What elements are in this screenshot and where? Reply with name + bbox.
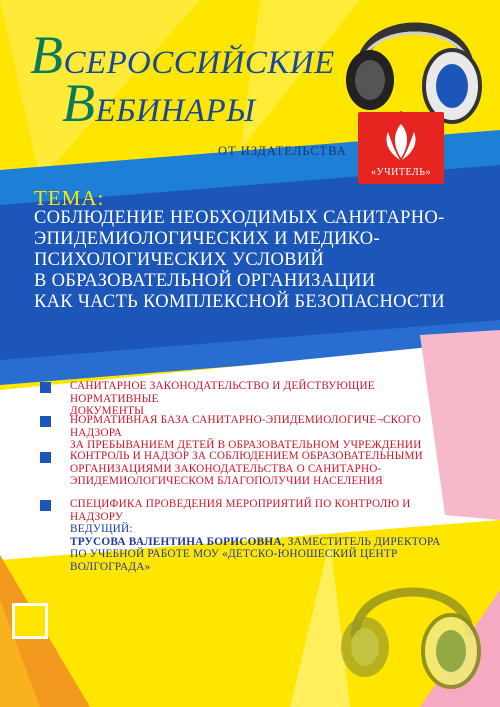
header-initial-2: В	[62, 73, 96, 133]
host-position: ЗАМЕСТИТЕЛЬ ДИРЕКТОРА	[284, 535, 441, 548]
header-word-1: СЕРОССИЙСКИЕ	[63, 45, 335, 81]
logo-text: «УЧИТЕЛЬ»	[371, 167, 431, 178]
theme-line: ЭПИДЕМИОЛОГИЧЕСКИХ И МЕДИКО-	[34, 229, 380, 249]
logo-emblem-icon	[358, 114, 444, 169]
theme-label: ТЕМА:	[34, 186, 105, 210]
theme-text	[34, 208, 474, 313]
theme-line: ПСИХОЛОГИЧЕСКИХ УСЛОВИЙ	[34, 250, 325, 270]
host-label: ВЕДУЩИЙ:	[70, 523, 133, 535]
host-name: ТРУСОВА ВАЛЕНТИНА БОРИСОВНА,	[70, 535, 285, 548]
publisher-label: ОТ ИЗДАТЕЛЬСТВА	[218, 144, 347, 158]
bullet-square-icon	[40, 416, 51, 427]
host-line-1	[70, 536, 460, 549]
theme-line: СОБЛЮДЕНИЕ НЕОБХОДИМЫХ САНИТАРНО-	[34, 208, 445, 228]
bullet-square-icon	[40, 382, 51, 393]
headset-icon	[335, 565, 490, 695]
theme-line: В ОБРАЗОВАТЕЛЬНОЙ ОРГАНИЗАЦИИ	[34, 271, 376, 291]
theme-line: КАК ЧАСТЬ КОМПЛЕКСНОЙ БЕЗОПАСНОСТИ	[34, 292, 445, 312]
host-line-3: ВОЛГОГРАДА»	[70, 560, 151, 573]
header-word-2: ЕБИНАРЫ	[95, 93, 256, 129]
publisher-logo	[358, 112, 444, 184]
topic-line: САНИТАРНОЕ ЗАКОНОДАТЕЛЬСТВО И ДЕЙСТВУЮЩИЕ НОРМАТИВНЫЕ	[70, 380, 375, 405]
bullet-square-icon	[40, 452, 51, 463]
bullet-square-icon	[40, 500, 51, 511]
corner-square	[12, 603, 48, 639]
topic-line: СПЕЦИФИКА ПРОВЕДЕНИЯ МЕРОПРИЯТИЙ ПО КОНТРОЛЮ И НАДЗОРУ	[70, 498, 411, 523]
topic-line: ДОКУМЕНТЫ	[70, 405, 145, 417]
topic-line: НОРМАТИВНАЯ БАЗА САНИТАРНО-ЭПИДЕМИОЛОГИЧЕ¬СКОГО НАДЗОРА	[70, 414, 421, 439]
header-line-2	[62, 72, 255, 134]
header-initial-1: В	[30, 25, 64, 85]
topic-line: КОНТРОЛЬ И НАДЗОР ЗА СОБЛЮДЕНИЕМ ОБРАЗОВАТЕЛЬНЫМИ	[70, 450, 423, 462]
topic-line: ЭПИДЕМИОЛОГИЧЕСКОМ БЛАГОПОЛУЧИИ НАСЕЛЕНИЯ	[70, 475, 383, 487]
topic-line: ЗА ПРЕБЫВАНИЕМ ДЕТЕЙ В ОБРАЗОВАТЕЛЬНОМ УЧРЕЖДЕНИИ	[70, 439, 422, 451]
host-line-2: ПО УЧЕБНОЙ РАБОТЕ МОУ «ДЕТСКО-ЮНОШЕСКИЙ ЦЕНТР	[70, 548, 398, 560]
topic-line: ОРГАНИЗАЦИЯМИ ЗАКОНОДАТЕЛЬСТВА О САНИТАРНО-	[70, 462, 382, 475]
